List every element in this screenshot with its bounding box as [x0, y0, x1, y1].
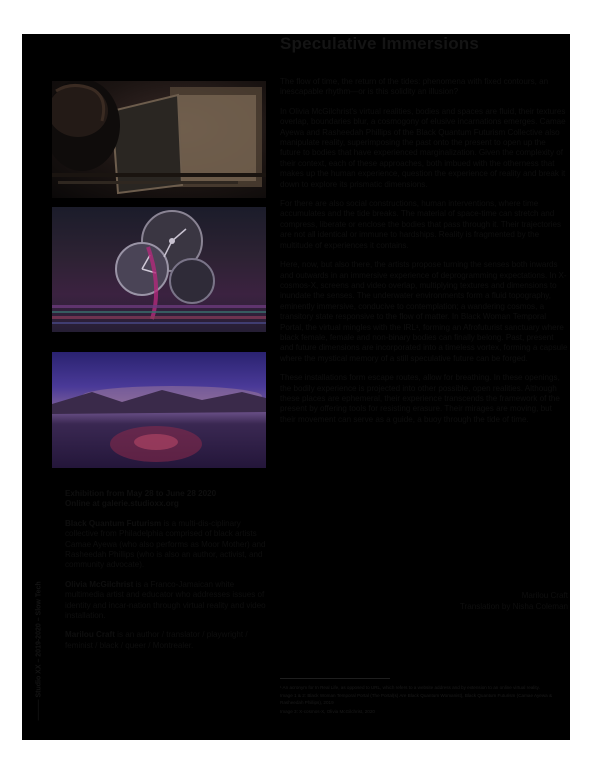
exhibition-dates: Exhibition from May 28 to June 28 2020	[65, 489, 217, 498]
vertical-label-text: ——— Studio XX – 2019-2020 – Slow Tech	[35, 581, 43, 721]
image-credit-2: Image 3: X-cosmos-X, Olivia McGilchrist, 2020	[280, 708, 375, 714]
exhibition-sidebar	[65, 489, 273, 660]
exhibition-online: Online at galerie.studioxx.org	[65, 499, 179, 509]
footnote-1: ¹ An acronym for In Real Life, as opposed to URL, which refers to a website address and by extension to an online virtual reality.	[280, 685, 540, 690]
paragraph-2: In Olivia McGilchrist's virtual realities, bodies and spaces are fluid, their textures overlap, boundaries blur, a cosmogony of elusive incarnations emerges. Camae Ayewa and Rasheedah Phillips of the Black Quantum Futurism Collective also manipulate reality, superimposing the past onto the present to open up the future to bodies that have experienced marginalization. Given the complexity of their context, each of these approaches, both imbued with the otherness that makes up the human experience, question the experience of reality and break it down to explore its prismatic dimensions.	[280, 106, 566, 189]
artwork-image-1-graphic	[52, 81, 266, 198]
page-title: Speculative Immersions	[280, 34, 480, 53]
bio-3	[65, 630, 273, 651]
footnotes	[280, 684, 568, 716]
bio-2-name: Olivia McGilchrist	[65, 579, 134, 589]
paragraph-3: For there are also social constructions, human interventions, where time accumulates and the tide breaks. The material of space-time can stretch and compress, liberate or enclose the bodies that pass through it. Their trajectories are not all identical or immune to hardships. Reality is fragmented by the multitude of experiences it contains.	[280, 199, 562, 250]
author-signature: Marilou Craft	[521, 591, 568, 600]
artwork-image-3	[52, 352, 266, 468]
bio-3-name: Marilou Craft	[65, 630, 115, 640]
vertical-running-label	[32, 532, 44, 722]
bio-3-text: is an author / translator / playwright / feminist / black / queer / Montrealer.	[65, 630, 248, 650]
image-credit-1: Image 1 & 2: Black Woman Temporal Portal (The Portal(s) Are Black Quantum Womanist), Black Quantum Futurism (Camae Ayewa & Rasheedah Phillips), 2019	[280, 693, 553, 706]
page-sheet	[22, 34, 570, 740]
exhibition-info	[65, 489, 273, 510]
footnote-divider	[280, 678, 390, 679]
article-body	[280, 77, 568, 434]
paragraph-5: These installations form escape routes, allow for breathing. In these openings, the bodily experience is projected into other possible, open realities. Although these places are ephemeral, their experience transcends the framework of the present by offering tools for resisting erasure. Their mirages are moving, but their movement can serve as a guide, a buoy through the tide of time.	[280, 373, 560, 424]
bio-1-name: Black Quantum Futurism	[65, 518, 162, 528]
bio-1-text: is a multi-dis-ciplinary collective from Philadelphia comprised of black artists Camae Ayewa (who also performs as Moor Mother) and Rasheedah Phillips (who is also an author, activist, and community advocate).	[65, 518, 266, 570]
paragraph-1: The flow of time, the return of the tides: phenomena with fixed contours, an inescapable rhythm—or is this solidity an illusion?	[280, 77, 549, 97]
paragraph-4: Here, now, but also there, the artists propose turning the senses both inwards and outwards in an immersive experience of deprogramming expectations. In X-cosmos-X, screens and video overlap, multiplying textures and dimensions to inundate the senses. The underwater environments form a fluid topography, eminently immersive, conducive to contemplation; a wandering cosmos, a transitory state responsive to the flow of matter. In Black Woman Temporal Portal, the virtual mingles with the IRL¹, forming an Afrofuturist sanctuary where black female, female and non-binary bodies can finally belong. Past, present and future dimensions are incorporated into a timeless vortex, forming a capsule where the mystical memory of a still speculative future can be forged.	[280, 260, 568, 363]
artwork-image-1	[52, 81, 266, 198]
artwork-image-2	[52, 207, 266, 332]
artwork-image-3-graphic	[52, 352, 266, 468]
bio-2	[65, 580, 273, 622]
translator-credit: Translation by Nisha Coleman	[459, 602, 568, 611]
bio-2-text: is a Franco-Jamaican white multimedia artist and educator who addresses issues of identity and incar-nation through virtual reality and video installation.	[65, 579, 266, 621]
artwork-image-2-graphic	[52, 207, 266, 332]
bio-1	[65, 519, 273, 571]
